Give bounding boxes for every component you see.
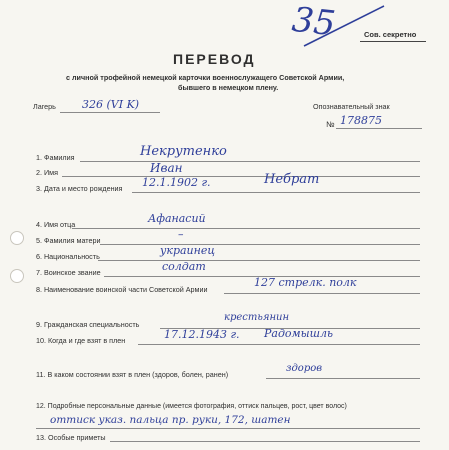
first-name-value: Иван [150, 161, 183, 175]
personal-data-value: оттиск указ. пальца пр. руки, 172, шатен [50, 414, 291, 426]
personal-data-underline [36, 428, 420, 429]
military-unit-label: 8. Наименование воинской части Советской Армии [36, 285, 208, 294]
document-title: ПЕРЕВОД [173, 51, 256, 67]
nationality-label: 6. Национальность [36, 252, 100, 261]
id-tag-value: 178875 [340, 114, 382, 127]
birth-date-value: 12.1.1902 г. [142, 176, 211, 189]
surname-value: Некрутенко [140, 144, 227, 159]
first-name-label: 2. Имя [36, 168, 58, 177]
capture-underline [138, 344, 420, 345]
document-subtitle-line2: бывшего в немецком плену. [178, 83, 279, 92]
rank-value: солдат [162, 260, 206, 273]
id-tag-underline [336, 128, 422, 129]
mother-surname-value: – [178, 228, 184, 241]
camp-underline [60, 112, 160, 113]
surname-underline [80, 161, 420, 162]
mother-surname-label: 5. Фамилия матери [36, 236, 101, 245]
ink-stroke [300, 2, 390, 52]
father-name-value: Афанасий [148, 212, 206, 225]
secret-label: Сов. секретно [364, 30, 417, 39]
document-subtitle-line1: с личной трофейной немецкой карточки военнослужащего Советской Армии, [66, 73, 345, 82]
personal-data-label: 12. Подробные персональные данные (имеется фотография, оттиск пальцев, рост, цвет волос) [36, 403, 347, 410]
secret-underline [360, 41, 426, 42]
capture-condition-label: 11. В каком состоянии взят в плен (здоров, болен, ранен) [36, 370, 229, 379]
nationality-value: украинец [160, 244, 216, 257]
capture-label: 10. Когда и где взят в плен [36, 336, 126, 345]
civil-specialty-label: 9. Гражданская специальность [36, 320, 140, 329]
punch-hole-top [10, 231, 24, 245]
birth-place-value: Небрат [264, 172, 320, 187]
father-name-underline [72, 228, 420, 229]
birth-label: 3. Дата и место рождения [36, 184, 123, 193]
special-marks-underline [110, 441, 420, 442]
special-marks-label: 13. Особые приметы [36, 433, 106, 442]
camp-label: Лагерь [33, 102, 56, 111]
rank-label: 7. Воинское звание [36, 268, 101, 277]
camp-value: 326 (VI K) [82, 98, 140, 111]
first-name-underline [62, 176, 420, 177]
capture-date-value: 17.12.1943 г. [164, 328, 240, 341]
handwritten-number: 35 [290, 0, 338, 45]
capture-condition-underline [266, 378, 420, 379]
father-name-label: 4. Имя отца [36, 220, 76, 229]
birth-underline [132, 192, 420, 193]
civil-specialty-value: крестьянин [224, 312, 290, 323]
military-unit-value: 127 стрелк. полк [254, 276, 357, 289]
capture-condition-value: здоров [286, 363, 323, 374]
id-tag-number-prefix: № [326, 120, 335, 129]
surname-label: 1. Фамилия [36, 153, 75, 162]
id-tag-label: Опознавательный знак [313, 102, 390, 111]
nationality-underline [98, 260, 420, 261]
mother-surname-underline [100, 244, 420, 245]
military-unit-underline [224, 293, 420, 294]
capture-place-value: Радомышль [264, 327, 334, 340]
punch-hole-bottom [10, 269, 24, 283]
